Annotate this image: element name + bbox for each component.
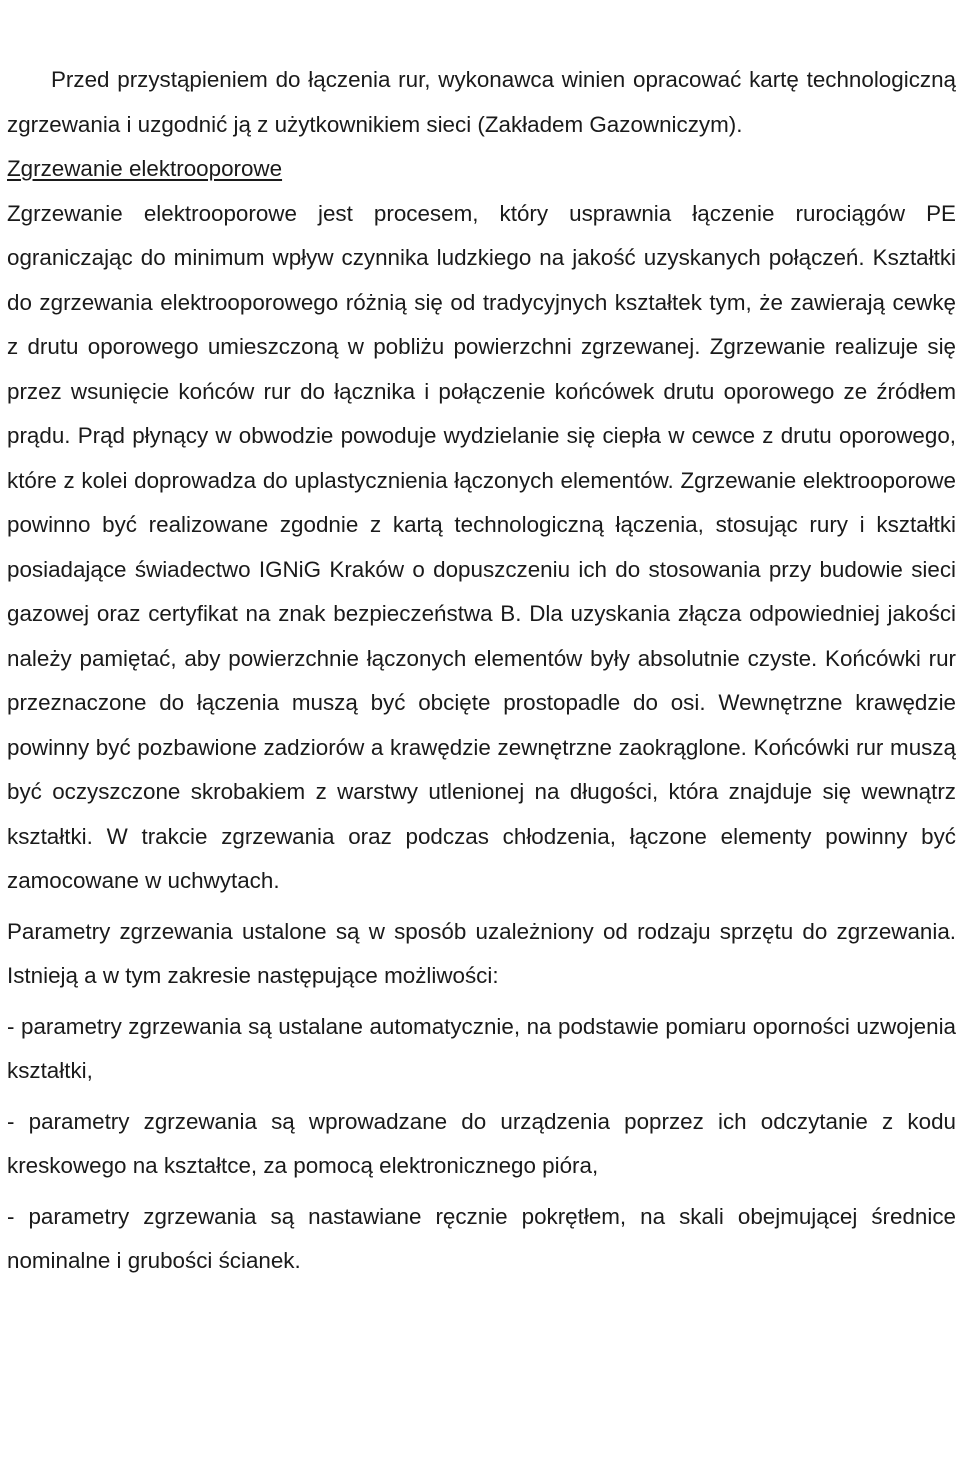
section-heading-text: Zgrzewanie elektrooporowe xyxy=(7,156,283,181)
list-item: - parametry zgrzewania są wprowadzane do urządzenia poprzez ich odczytanie z kodu kreskowego na kształtce, za pomocą elektronicznego pióra, xyxy=(7,1108,956,1178)
section-heading xyxy=(7,147,956,192)
list-item: - parametry zgrzewania są ustalane automatycznie, na podstawie pomiaru oporności uzwojenia kształtki, xyxy=(7,1013,956,1083)
list-item: - parametry zgrzewania są nastawiane ręcznie pokrętłem, na skali obejmującej średnice nominalne i grubości ścianek. xyxy=(7,1203,956,1273)
body-paragraph: Zgrzewanie elektrooporowe jest procesem, który usprawnia łączenie rurociągów PE ograniczając do minimum wpływ czynnika ludzkiego na jakość uzyskanych połączeń. Kształtki do zgrzewania elektrooporowego różnią się od tradycyjnych kształtek tym, że zawierają cewkę z drutu oporowego umieszczoną w pobliżu powierzchni zgrzewanej. Zgrzewanie realizuje się przez wsunięcie końców rur do łącznika i połączenie końcówek drutu oporowego ze źródłem prądu. Prąd płynący w obwodzie powoduje wydzielanie się ciepła w cewce z drutu oporowego, które z kolei doprowadza do uplastycznienia łączonych elementów. Zgrzewanie elektrooporowe powinno być realizowane zgodnie z kartą technologiczną łączenia, stosując rury i kształtki posiadające świadectwo IGNiG Kraków o dopuszczeniu ich do stosowania przy budowie sieci gazowej oraz certyfikat na znak bezpieczeństwa B. Dla uzyskania złącza odpowiedniej jakości należy pamiętać, aby powierzchnie łączonych elementów były absolutnie czyste. Końcówki rur przeznaczone do łączenia muszą być obcięte prostopadle do osi. Wewnętrzne krawędzie powinny być pozbawione zadziorów a krawędzie zewnętrzne zaokrąglone. Końcówki rur muszą być oczyszczone skrobakiem z warstwy utlenionej na długości, która znajduje się wewnątrz kształtki. W trakcie zgrzewania oraz podczas chłodzenia, łączone elementy powinny być zamocowane w uchwytach. xyxy=(7,200,956,893)
parameters-paragraph: Parametry zgrzewania ustalone są w sposób uzależniony od rodzaju sprzętu do zgrzewania. Istnieją a w tym zakresie następujące możliwości: xyxy=(7,918,956,988)
document-page xyxy=(7,58,956,1284)
intro-paragraph: Przed przystąpieniem do łączenia rur, wykonawca winien opracować kartę technologiczną zgrzewania i uzgodnić ją z użytkownikiem sieci (Zakładem Gazowniczym). xyxy=(7,67,956,137)
